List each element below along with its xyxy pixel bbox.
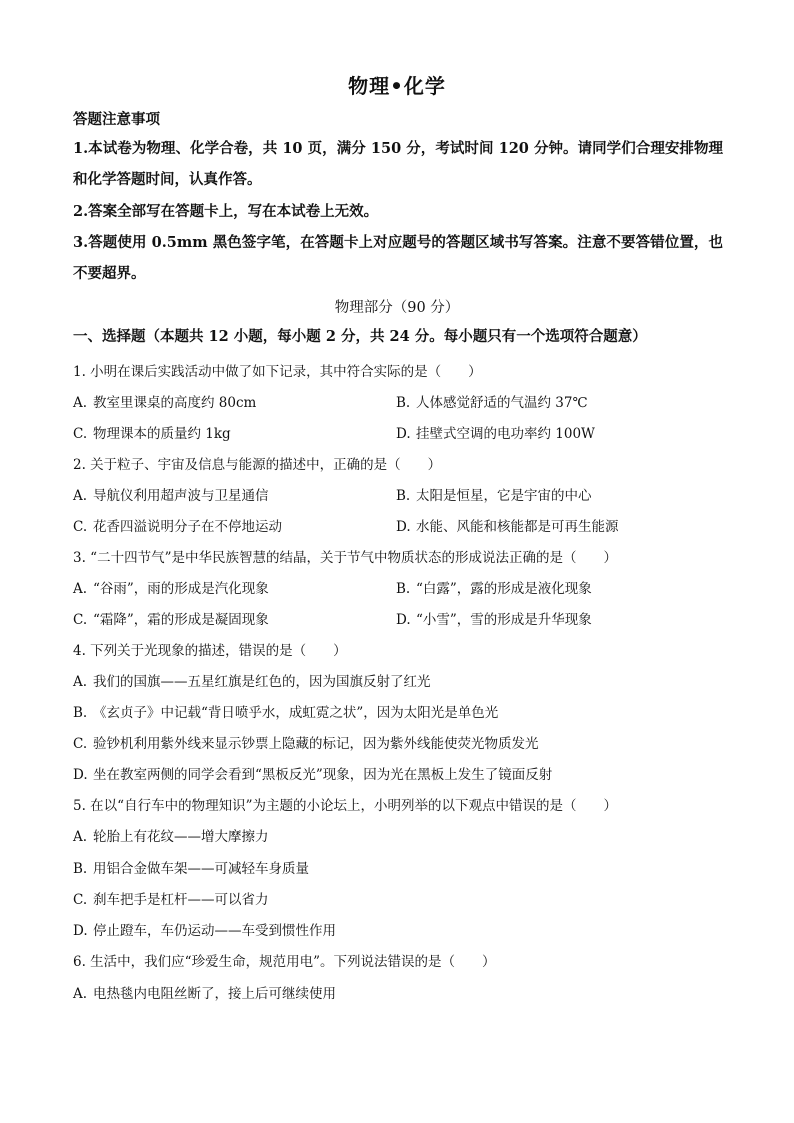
- option-label: B.: [396, 395, 411, 411]
- question-2-option-b: [396, 484, 592, 504]
- question-2-option-d: [396, 515, 619, 535]
- option-text: 人体感觉舒适的气温约 37℃: [416, 395, 588, 411]
- option-text: 电热毯内电阻丝断了，接上后可继续使用: [93, 986, 336, 1002]
- option-label: D.: [396, 426, 411, 442]
- question-2-stem: 2. 关于粒子、宇宙及信息与能源的描述中，正确的是（ ）: [73, 457, 442, 473]
- question-5-option-d: [73, 919, 336, 939]
- section-title: 物理部分（90 分）: [334, 300, 460, 316]
- option-text: 坐在教室两侧的同学会看到“黑板反光”现象，因为光在黑板上发生了镜面反射: [93, 767, 553, 783]
- note-2: 2.答案全部写在答题卡上，写在本试卷上无效。: [73, 203, 379, 220]
- option-text: 用铝合金做车架——可减轻车身质量: [93, 861, 309, 877]
- option-label: C.: [73, 612, 88, 628]
- question-1-option-a: [73, 391, 256, 411]
- option-label: B.: [73, 861, 88, 877]
- option-label: A.: [73, 488, 88, 504]
- question-2-option-c: [73, 515, 282, 535]
- option-text: 教室里课桌的高度约 80cm: [93, 395, 257, 411]
- question-1-option-b: [396, 391, 588, 411]
- question-4-option-d: [73, 763, 552, 783]
- option-label: B.: [396, 581, 411, 597]
- option-label: D.: [396, 519, 411, 535]
- note-3: 3.答题使用 0.5mm 黑色签字笔，在答题卡上对应题号的答题区域书写答案。注意不要答错位置，也不要超界。: [73, 234, 723, 282]
- question-4-stem: 4. 下列关于光现象的描述，错误的是（ ）: [73, 643, 347, 659]
- option-label: C.: [73, 519, 88, 535]
- question-5-option-b: [73, 857, 309, 877]
- question-4-option-c: [73, 732, 539, 752]
- option-label: C.: [73, 736, 88, 752]
- question-6-option-a: [73, 982, 336, 1002]
- question-1-stem: 1. 小明在课后实践活动中做了如下记录，其中符合实际的是（ ）: [73, 364, 482, 380]
- option-text: 太阳是恒星，它是宇宙的中心: [416, 488, 592, 504]
- question-3-option-a: [73, 577, 269, 597]
- option-text: 《玄贞子》中记载“背日喷乎水，成虹霓之状”，因为太阳光是单色光: [93, 705, 499, 721]
- option-label: A.: [73, 986, 88, 1002]
- question-3-option-c: [73, 608, 269, 628]
- question-3-option-d: [396, 608, 592, 628]
- option-text: “小雪”，雪的形成是升华现象: [416, 612, 592, 628]
- question-5-option-a: [73, 825, 269, 845]
- question-5-option-c: [73, 888, 269, 908]
- option-text: 花香四溢说明分子在不停地运动: [93, 519, 282, 535]
- option-text: 停止蹬车，车仍运动——车受到惯性作用: [93, 923, 336, 939]
- question-6-stem: 6. 生活中，我们应“珍爱生命，规范用电”。下列说法错误的是（ ）: [73, 954, 496, 970]
- option-label: A.: [73, 674, 88, 690]
- page-title: 物理•化学: [348, 74, 446, 98]
- option-label: B.: [73, 705, 88, 721]
- option-label: B.: [396, 488, 411, 504]
- option-text: “白露”，露的形成是液化现象: [416, 581, 592, 597]
- notes-heading: 答题注意事项: [73, 111, 160, 128]
- option-text: “霜降”，霜的形成是凝固现象: [93, 612, 269, 628]
- question-5-stem: 5. 在以“自行车中的物理知识”为主题的小论坛上，小明列举的以下观点中错误的是（ ）: [73, 798, 617, 814]
- question-1-option-d: [396, 422, 595, 442]
- option-text: 轮胎上有花纹——增大摩擦力: [93, 829, 269, 845]
- question-4-option-a: [73, 670, 431, 690]
- option-label: C.: [73, 892, 88, 908]
- option-label: C.: [73, 426, 88, 442]
- option-text: 水能、风能和核能都是可再生能源: [416, 519, 619, 535]
- option-label: A.: [73, 395, 88, 411]
- option-label: D.: [73, 767, 88, 783]
- option-text: 验钞机利用紫外线来显示钞票上隐藏的标记，因为紫外线能使荧光物质发光: [93, 736, 539, 752]
- question-2-option-a: [73, 484, 269, 504]
- option-text: 挂壁式空调的电功率约 100W: [416, 426, 595, 442]
- option-label: A.: [73, 581, 88, 597]
- option-text: 物理课本的质量约 1kg: [93, 426, 231, 442]
- question-1-option-c: [73, 422, 231, 442]
- option-text: 导航仪利用超声波与卫星通信: [93, 488, 269, 504]
- part-heading: 一、选择题（本题共 12 小题，每小题 2 分，共 24 分。每小题只有一个选项符合题意）: [73, 328, 647, 345]
- note-1: 1.本试卷为物理、化学合卷，共 10 页，满分 150 分，考试时间 120 分钟。请同学们合理安排物理和化学答题时间，认真作答。: [73, 140, 723, 188]
- option-text: 我们的国旗——五星红旗是红色的，因为国旗反射了红光: [93, 674, 431, 690]
- question-4-option-b: [73, 701, 498, 721]
- question-3-stem: 3. “二十四节气”是中华民族智慧的结晶，关于节气中物质状态的形成说法正确的是（ ）: [73, 550, 617, 566]
- option-label: A.: [73, 829, 88, 845]
- option-text: 刹车把手是杠杆——可以省力: [93, 892, 269, 908]
- option-text: “谷雨”，雨的形成是汽化现象: [93, 581, 269, 597]
- option-label: D.: [396, 612, 411, 628]
- option-label: D.: [73, 923, 88, 939]
- question-3-option-b: [396, 577, 592, 597]
